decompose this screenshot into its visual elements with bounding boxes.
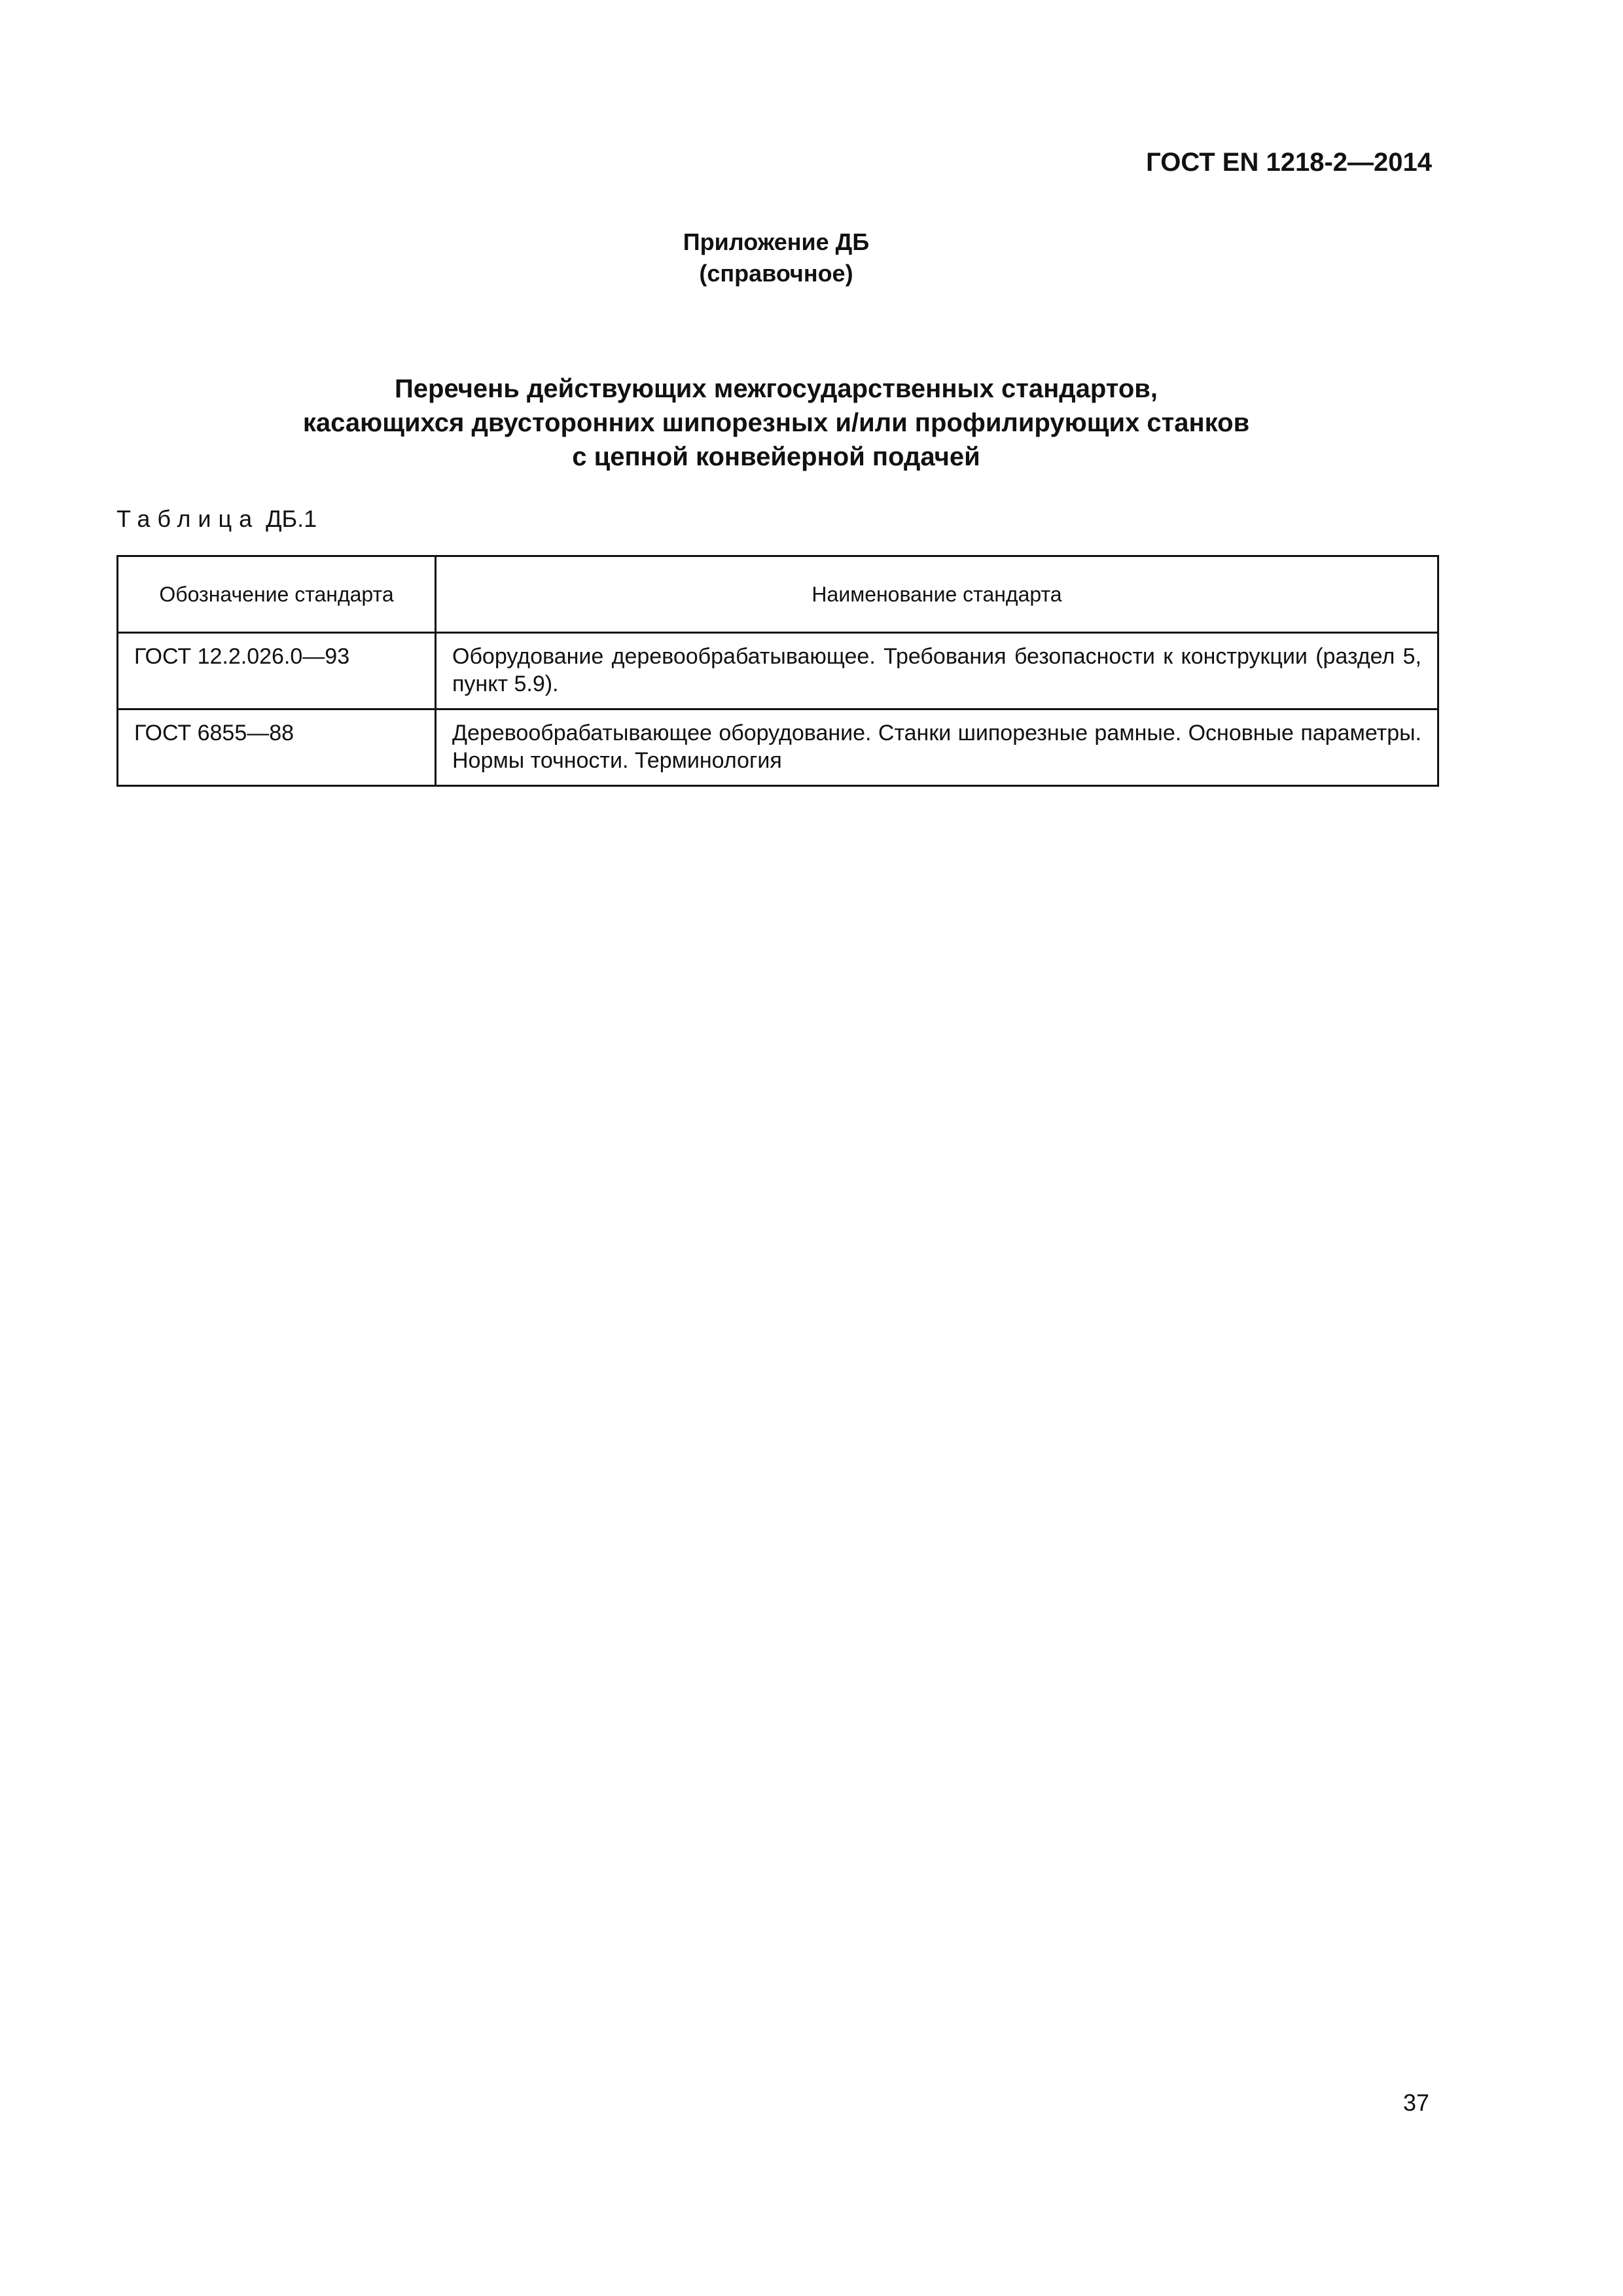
table-caption xyxy=(116,505,317,533)
standard-name: Оборудование деревообрабатывающее. Требования безопасности к конструкции (раздел 5, пункт 5.9). xyxy=(436,633,1438,709)
standard-designation: ГОСТ 6855—88 xyxy=(118,709,436,786)
standards-table xyxy=(116,555,1439,787)
standard-name: Деревообрабатывающее оборудование. Станки шипорезные рамные. Основные параметры. Нормы точности. Терминология xyxy=(436,709,1438,786)
table-caption-word: Таблица xyxy=(116,505,260,532)
table-caption-number: ДБ.1 xyxy=(266,505,317,532)
document-code: ГОСТ EN 1218-2—2014 xyxy=(1146,148,1432,177)
page-number: 37 xyxy=(1402,2089,1429,2116)
section-title-line-2: касающихся двусторонних шипорезных и/или профилирующих станков xyxy=(302,408,1250,437)
section-title-line-3: с цепной конвейерной подачей xyxy=(572,442,980,471)
table-row xyxy=(118,633,1438,709)
header-name: Наименование стандарта xyxy=(436,556,1438,633)
table-header-row xyxy=(118,556,1438,633)
annex-heading xyxy=(0,226,1552,289)
annex-type: (справочное) xyxy=(699,260,853,287)
annex-title: Приложение ДБ xyxy=(683,228,870,255)
standard-designation: ГОСТ 12.2.026.0—93 xyxy=(118,633,436,709)
section-title xyxy=(0,372,1552,474)
header-designation: Обозначение стандарта xyxy=(118,556,436,633)
section-title-line-1: Перечень действующих межгосударственных стандартов, xyxy=(394,374,1158,403)
table-row xyxy=(118,709,1438,786)
